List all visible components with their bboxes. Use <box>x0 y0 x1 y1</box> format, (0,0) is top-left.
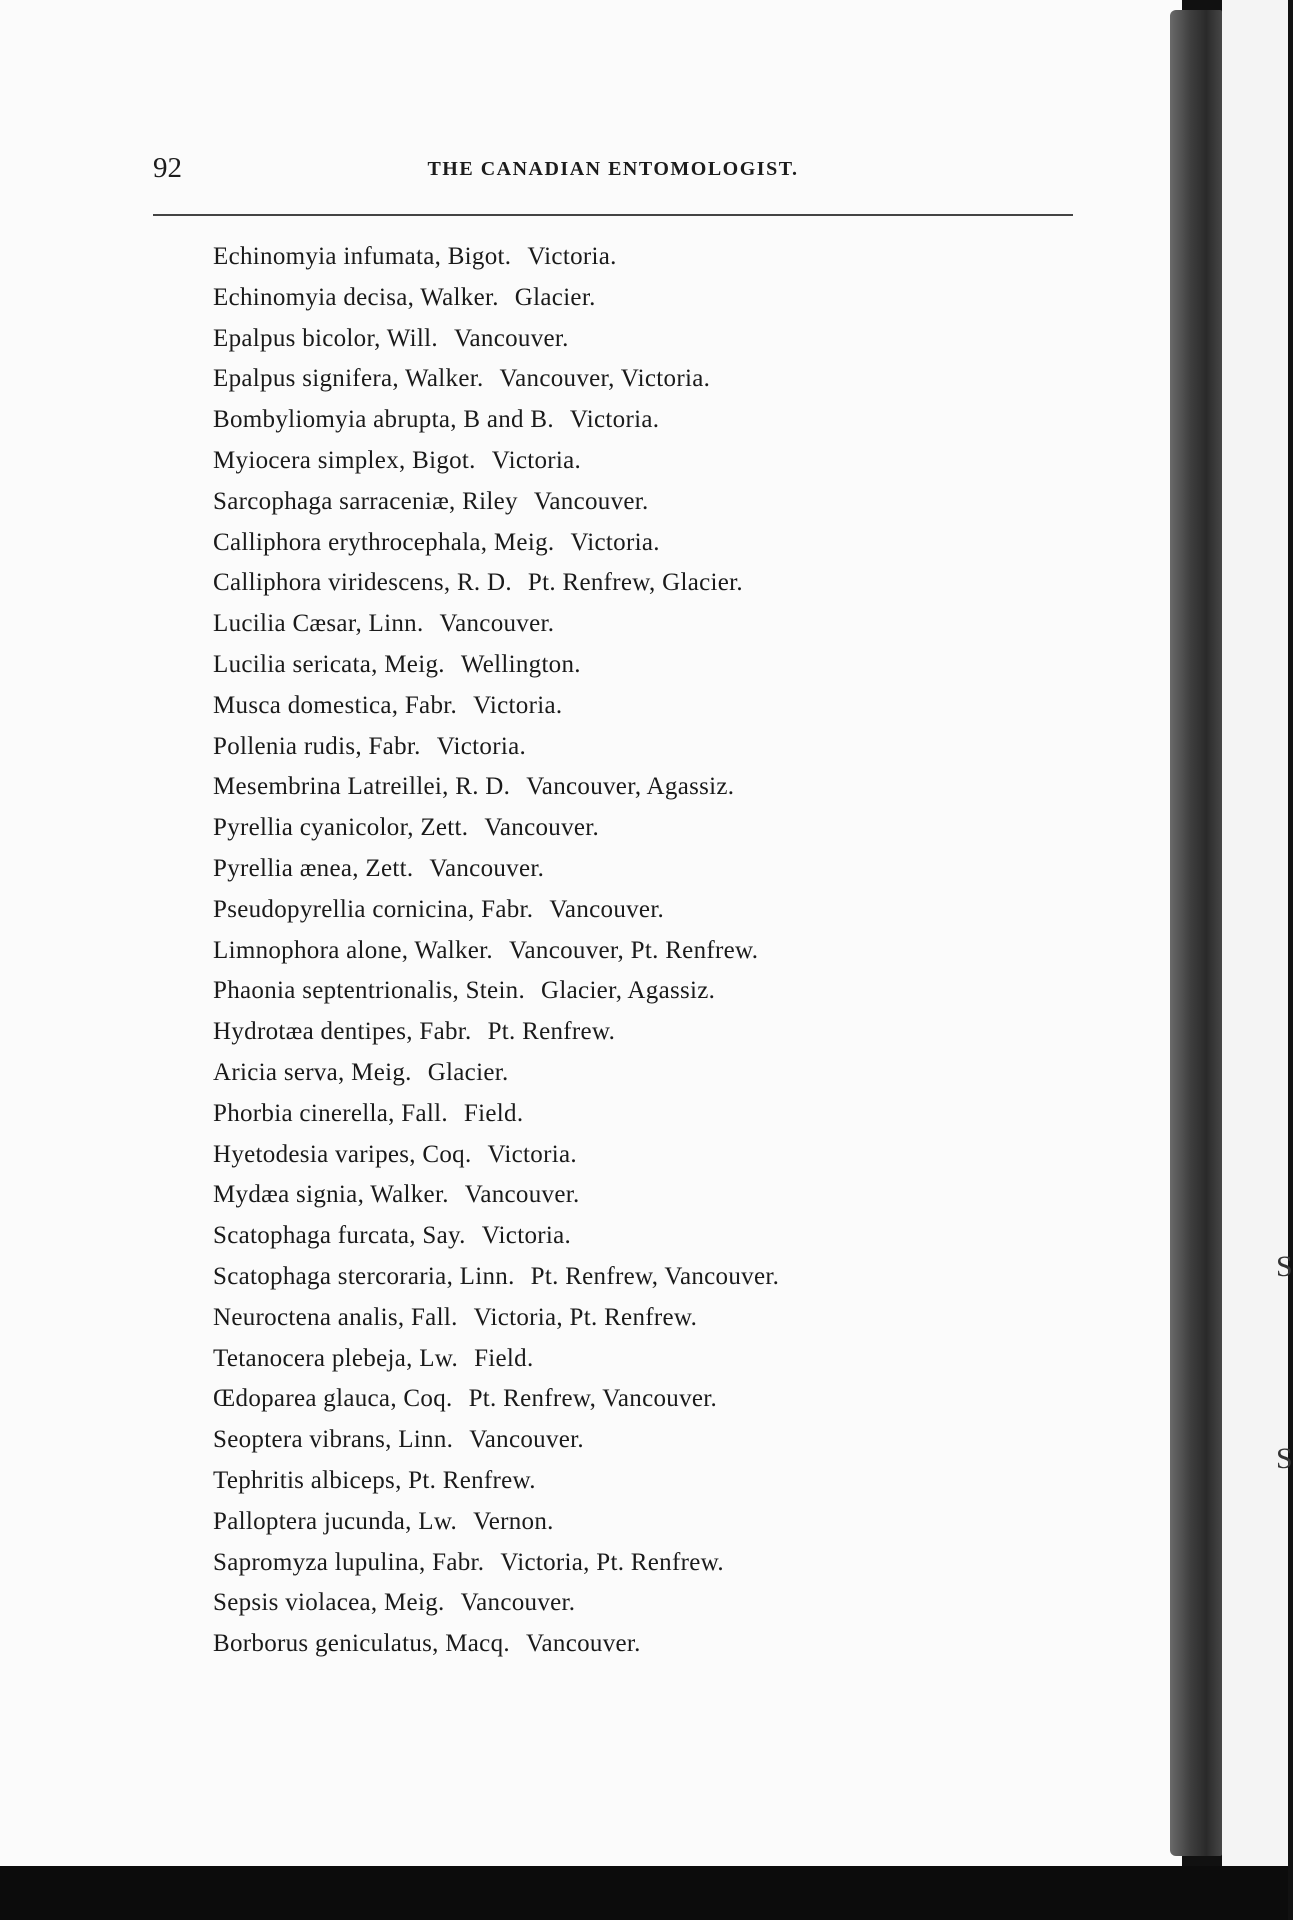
species-entry <box>213 1216 779 1257</box>
species-name: Echinomyia infumata, Bigot. <box>213 243 512 270</box>
locality: Vancouver. <box>429 854 545 882</box>
species-name: Lucilia sericata, Meig. <box>213 650 445 678</box>
species-name: Œdoparea glauca, Coq. <box>213 1385 453 1413</box>
species-name: Calliphora viridescens, R. D. <box>213 569 512 597</box>
locality: Vancouver. <box>484 814 600 842</box>
species-name: Aricia serva, Meig. <box>213 1058 412 1086</box>
species-entry <box>213 1298 779 1339</box>
locality: Pt. Renfrew, Vancouver. <box>530 1262 780 1290</box>
species-entry <box>213 1461 779 1502</box>
species-name: Pyrellia cyanicolor, Zett. <box>213 814 469 842</box>
locality: Vancouver, Victoria. <box>499 365 711 393</box>
locality: Pt. Renfrew, Glacier. <box>527 569 743 597</box>
locality: Vancouver. <box>533 487 649 515</box>
species-name: Sepsis violacea, Meig. <box>213 1589 445 1617</box>
page-number: 92 <box>153 152 182 184</box>
species-entry <box>213 971 779 1012</box>
species-name: Bombyliomyia abrupta, B and B. <box>213 406 554 434</box>
species-entry <box>213 523 779 564</box>
species-entry <box>213 1094 779 1135</box>
species-name: Echinomyia decisa, Walker. <box>213 283 499 311</box>
species-entry <box>213 359 779 400</box>
species-entry <box>213 1135 779 1176</box>
locality: Vancouver. <box>453 324 569 352</box>
species-entry <box>213 767 779 808</box>
species-entry <box>213 482 779 523</box>
species-entry <box>213 1339 779 1380</box>
species-entry <box>213 237 779 278</box>
species-name: Palloptera jucunda, Lw. <box>213 1507 458 1535</box>
adjacent-page-fragment: S <box>1276 1250 1293 1283</box>
species-entry <box>213 849 779 890</box>
species-entry <box>213 400 779 441</box>
running-title: THE CANADIAN ENTOMOLOGIST. <box>427 158 799 180</box>
species-name: Neuroctena analis, Fall. <box>213 1303 458 1331</box>
species-name: Tetanocera plebeja, Lw. <box>213 1344 459 1372</box>
species-name: Scatophaga stercoraria, Linn. <box>213 1262 515 1290</box>
species-name: Mydæa signia, Walker. <box>213 1181 449 1209</box>
adjacent-page-edge <box>1222 0 1293 1866</box>
species-name: Mesembrina Latreillei, R. D. <box>213 773 511 801</box>
species-name: Sapromyza lupulina, Fabr. <box>213 1548 485 1576</box>
locality: Vancouver. <box>464 1181 580 1209</box>
species-entry <box>213 1053 779 1094</box>
species-entry <box>213 319 779 360</box>
locality: Victoria, Pt. Renfrew. <box>500 1548 724 1576</box>
locality: Vancouver. <box>525 1630 641 1658</box>
species-name: Phorbia cinerella, Fall. <box>213 1099 448 1127</box>
species-name: Musca domestica, Fabr. <box>213 691 458 719</box>
species-entry <box>213 1583 779 1624</box>
locality: Field. <box>463 1099 524 1127</box>
species-name: Limnophora alone, Walker. <box>213 936 493 964</box>
locality: Vancouver. <box>439 610 555 638</box>
species-name: Tephritis albiceps, Pt. Renfrew. <box>213 1466 536 1494</box>
species-name: Pyrellia ænea, Zett. <box>213 854 414 882</box>
species-entry <box>213 1175 779 1216</box>
species-entry <box>213 931 779 972</box>
locality: Victoria. <box>570 528 660 556</box>
species-name: Sarcophaga sarraceniæ, Riley <box>213 487 518 515</box>
species-entry <box>213 1502 779 1543</box>
locality: Victoria. <box>491 446 582 474</box>
locality: Field. <box>474 1344 534 1372</box>
species-entry <box>213 686 779 727</box>
species-name: Phaonia septentrionalis, Stein. <box>213 977 526 1005</box>
species-name: Myiocera simplex, Bigot. <box>213 446 476 474</box>
species-name: Hyetodesia varipes, Coq. <box>213 1140 472 1168</box>
locality: Glacier. <box>514 283 596 311</box>
species-entry <box>213 890 779 931</box>
species-name: Scatophaga furcata, Say. <box>213 1222 466 1250</box>
species-name: Lucilia Cæsar, Linn. <box>213 610 424 638</box>
locality: Vancouver. <box>549 895 665 923</box>
species-entry <box>213 1420 779 1461</box>
species-entry <box>213 645 779 686</box>
locality: Victoria. <box>569 406 660 434</box>
species-name: Pollenia rudis, Fabr. <box>213 732 421 760</box>
locality: Pt. Renfrew. <box>487 1018 616 1046</box>
book-spine <box>1170 10 1222 1856</box>
species-entry <box>213 1624 779 1665</box>
locality: Vancouver. <box>460 1589 576 1617</box>
header-rule <box>153 214 1073 216</box>
locality: Victoria. <box>487 1140 577 1168</box>
species-entry <box>213 604 779 645</box>
locality: Vancouver, Agassiz. <box>526 773 735 801</box>
species-name: Epalpus bicolor, Will. <box>213 324 438 352</box>
locality: Vernon. <box>473 1507 554 1535</box>
species-entry <box>213 808 779 849</box>
species-name: Borborus geniculatus, Macq. <box>213 1630 510 1658</box>
locality: Victoria. <box>436 732 527 760</box>
species-list <box>213 237 779 1665</box>
locality: Vancouver. <box>469 1426 584 1454</box>
locality: Vancouver, Pt. Renfrew. <box>508 936 759 964</box>
adjacent-page-fragment: S <box>1276 1442 1293 1475</box>
locality: Glacier. <box>427 1058 509 1086</box>
species-name: Epalpus signifera, Walker. <box>213 365 484 393</box>
species-name: Calliphora erythrocephala, Meig. <box>213 528 555 556</box>
locality: Victoria. <box>481 1222 572 1250</box>
locality: Pt. Renfrew, Vancouver. <box>468 1385 718 1413</box>
scan-border <box>0 1866 1288 1920</box>
locality: Victoria, Pt. Renfrew. <box>473 1303 698 1331</box>
species-entry <box>213 1543 779 1584</box>
locality: Victoria. <box>527 243 617 270</box>
species-entry <box>213 1257 779 1298</box>
species-name: Hydrotæa dentipes, Fabr. <box>213 1018 472 1046</box>
locality: Victoria. <box>473 691 563 719</box>
species-entry <box>213 727 779 768</box>
species-entry <box>213 563 779 604</box>
species-name: Pseudopyrellia cornicina, Fabr. <box>213 895 534 923</box>
species-entry <box>213 441 779 482</box>
species-entry <box>213 1012 779 1053</box>
page-header <box>153 152 1073 192</box>
species-entry <box>213 278 779 319</box>
locality: Glacier, Agassiz. <box>541 977 716 1005</box>
species-entry <box>213 1379 779 1420</box>
species-name: Seoptera vibrans, Linn. <box>213 1426 454 1454</box>
locality: Wellington. <box>460 650 581 678</box>
